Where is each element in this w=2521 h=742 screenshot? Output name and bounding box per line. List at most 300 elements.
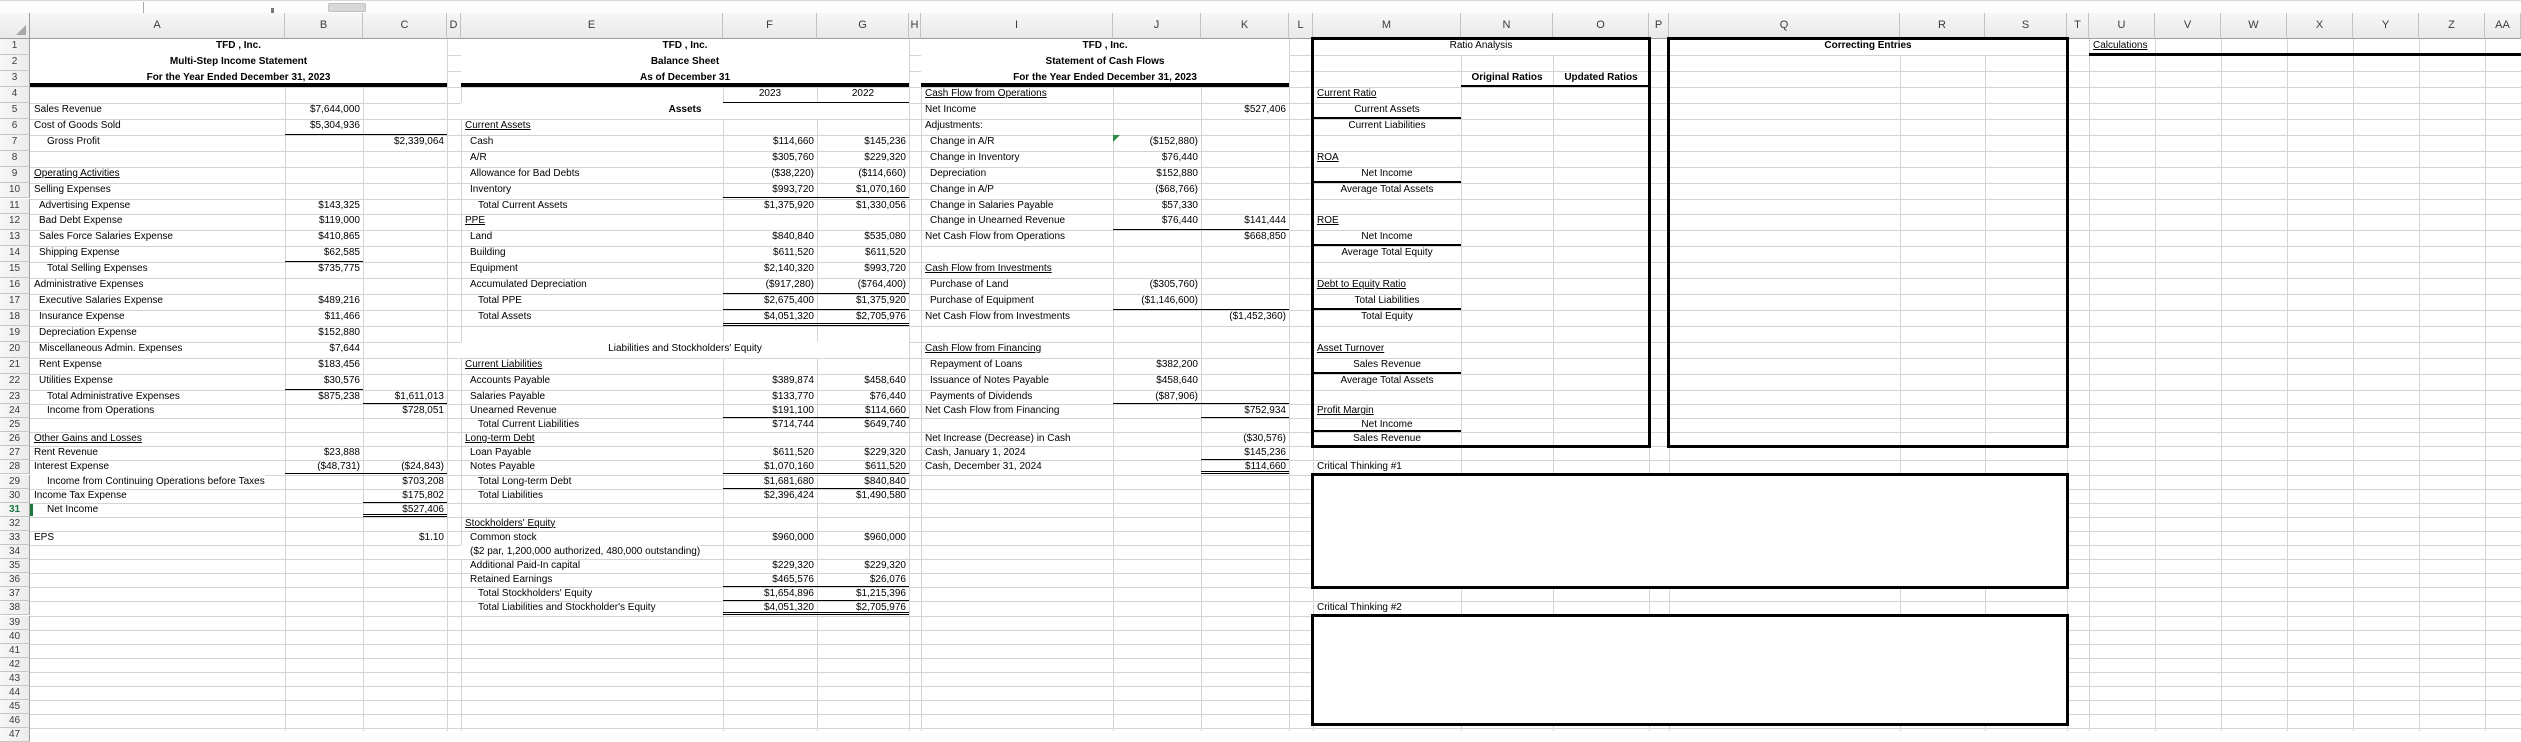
column-header-C[interactable]: C xyxy=(363,13,447,39)
cell-M25[interactable]: Net Income xyxy=(1313,418,1461,432)
cell-K23[interactable] xyxy=(1201,390,1289,404)
gridline-h xyxy=(30,601,2521,602)
cell-A7[interactable]: Gross Profit xyxy=(47,135,100,147)
cell-E2[interactable]: Balance Sheet xyxy=(461,55,909,71)
cell-F7[interactable]: $114,660 xyxy=(773,135,814,147)
select-all-corner[interactable] xyxy=(0,13,30,39)
row-header-30[interactable]: 30 xyxy=(0,489,30,503)
cell-E6[interactable]: Current Assets xyxy=(465,119,531,131)
row-header-32[interactable]: 32 xyxy=(0,517,30,531)
gridline-h xyxy=(30,183,2521,184)
cell-F27[interactable]: $611,520 xyxy=(773,447,814,459)
cell-F16[interactable]: ($917,280) xyxy=(723,278,817,294)
gridline-v xyxy=(447,39,448,731)
cell-E12[interactable]: PPE xyxy=(465,215,486,227)
cell-G23[interactable]: $76,440 xyxy=(869,390,906,402)
cell-I10[interactable]: Change in A/P xyxy=(930,183,994,195)
cell-K28[interactable]: $114,660 xyxy=(1201,460,1289,474)
cell-G11[interactable]: $1,330,056 xyxy=(855,199,906,211)
cell-G24[interactable]: $114,660 xyxy=(817,404,909,418)
row-header-16[interactable]: 16 xyxy=(0,278,30,294)
gridline-v xyxy=(909,39,910,731)
cell-A9[interactable]: Operating Activities xyxy=(34,167,120,179)
row-header-24[interactable]: 24 xyxy=(0,404,30,418)
cell-E22[interactable]: Accounts Payable xyxy=(470,374,551,386)
cell-G27[interactable]: $229,320 xyxy=(864,447,906,459)
cell-K26[interactable]: ($30,576) xyxy=(1243,433,1286,445)
row-header-7[interactable]: 7 xyxy=(0,135,30,151)
cell-E17[interactable]: Total PPE xyxy=(478,295,522,307)
cell-M22[interactable]: Average Total Assets xyxy=(1340,374,1434,386)
cell-E32[interactable]: Stockholders' Equity xyxy=(465,517,556,529)
cell-A13[interactable]: Sales Force Salaries Expense xyxy=(39,231,173,243)
cell-M17[interactable]: Total Liabilities xyxy=(1313,294,1461,310)
cell-B28[interactable]: ($48,731) xyxy=(285,460,363,474)
cell-F33[interactable]: $960,000 xyxy=(772,531,814,543)
column-header-W[interactable]: W xyxy=(2221,13,2287,39)
cell-G33[interactable]: $960,000 xyxy=(864,531,906,543)
row-header-29[interactable]: 29 xyxy=(0,475,30,489)
cell-A14[interactable]: Shipping Expense xyxy=(39,247,120,259)
cell-E7[interactable]: Cash xyxy=(470,135,494,147)
cell-E11[interactable]: Total Current Assets xyxy=(478,199,568,211)
row-header-28[interactable]: 28 xyxy=(0,460,30,474)
cell-B15[interactable]: $735,775 xyxy=(318,263,360,275)
column-header-N[interactable]: N xyxy=(1461,13,1553,39)
cell-A21[interactable]: Rent Expense xyxy=(39,359,102,370)
cell-K13[interactable]: $668,850 xyxy=(1244,231,1286,243)
cell-E35[interactable]: Additional Paid-In capital xyxy=(470,560,581,572)
column-header-V[interactable]: V xyxy=(2155,13,2221,39)
cell-F30[interactable]: $2,396,424 xyxy=(763,489,814,501)
row-header-11[interactable]: 11 xyxy=(0,199,30,215)
row-header-37[interactable]: 37 xyxy=(0,587,30,601)
cell-G10[interactable]: $1,070,160 xyxy=(817,183,909,199)
cell-I16[interactable]: Purchase of Land xyxy=(930,279,1009,291)
cell-A2[interactable]: Multi-Step Income Statement xyxy=(30,55,447,71)
column-header-G[interactable]: G xyxy=(817,13,909,39)
cell-A31[interactable]: Net Income xyxy=(47,503,99,515)
cell-I26[interactable]: Net Increase (Decrease) in Cash xyxy=(925,433,1071,445)
cell-B5[interactable]: $7,644,000 xyxy=(309,103,360,115)
row-header-12[interactable]: 12 xyxy=(0,214,30,230)
critical-thinking-1-box xyxy=(1311,473,2069,590)
cell-G7[interactable]: $145,236 xyxy=(864,135,906,147)
cell-B20[interactable]: $7,644 xyxy=(329,343,360,355)
cell-F4[interactable]: 2023 xyxy=(723,87,817,103)
column-header-Q[interactable]: Q xyxy=(1669,13,1900,39)
cell-I17[interactable]: Purchase of Equipment xyxy=(930,295,1034,307)
cell-K12[interactable]: $141,444 xyxy=(1201,214,1289,230)
cell-B19[interactable]: $152,880 xyxy=(318,327,360,339)
cell-J16[interactable]: ($305,760) xyxy=(1149,279,1198,291)
column-header-M[interactable]: M xyxy=(1313,13,1461,39)
cell-J22[interactable]: $458,640 xyxy=(1156,374,1198,386)
cell-E1[interactable]: TFD , Inc. xyxy=(461,39,909,55)
column-header-AA[interactable]: AA xyxy=(2485,13,2521,39)
cell-M28[interactable]: Critical Thinking #1 xyxy=(1317,461,1402,473)
row-header-36[interactable]: 36 xyxy=(0,573,30,587)
active-cell-indicator xyxy=(30,504,33,516)
cell-M24[interactable]: Profit Margin xyxy=(1317,405,1374,416)
cell-E28[interactable]: Notes Payable xyxy=(470,461,536,473)
cell-A10[interactable]: Selling Expenses xyxy=(34,183,111,195)
row-header-14[interactable]: 14 xyxy=(0,246,30,262)
cell-F11[interactable]: $1,375,920 xyxy=(763,199,814,211)
column-header-H[interactable]: H xyxy=(909,13,921,39)
cell-I11[interactable]: Change in Salaries Payable xyxy=(930,199,1054,211)
cell-A11[interactable]: Advertising Expense xyxy=(39,199,131,211)
cell-A28[interactable]: Interest Expense xyxy=(34,461,110,473)
cell-M5[interactable]: Current Assets xyxy=(1313,103,1461,119)
column-header-E[interactable]: E xyxy=(461,13,723,39)
column-header-F[interactable]: F xyxy=(723,13,817,39)
cell-F28[interactable]: $1,070,160 xyxy=(723,460,817,474)
row-header-41[interactable]: 41 xyxy=(0,644,30,658)
cell-J11[interactable]: $57,330 xyxy=(1161,199,1198,211)
row-header-39[interactable]: 39 xyxy=(0,616,30,630)
cell-A24[interactable]: Income from Operations xyxy=(47,405,155,416)
cell-E33[interactable]: Common stock xyxy=(470,531,537,543)
row-header-35[interactable]: 35 xyxy=(0,559,30,573)
row-header-1[interactable]: 1 xyxy=(0,39,30,55)
cell-K18[interactable]: ($1,452,360) xyxy=(1229,311,1286,323)
cell-E9[interactable]: Allowance for Bad Debts xyxy=(470,167,580,179)
row-header-46[interactable]: 46 xyxy=(0,714,30,728)
row-header-44[interactable]: 44 xyxy=(0,686,30,700)
row-header-8[interactable]: 8 xyxy=(0,151,30,167)
cell-F22[interactable]: $389,874 xyxy=(772,374,814,386)
cell-E26[interactable]: Long-term Debt xyxy=(465,433,535,445)
cell-E15[interactable]: Equipment xyxy=(470,263,518,275)
cell-A18[interactable]: Insurance Expense xyxy=(39,311,125,323)
cell-M13[interactable]: Net Income xyxy=(1313,230,1461,246)
calculations-underline xyxy=(2089,53,2521,57)
cell-J7[interactable]: ($152,880) xyxy=(1113,135,1201,151)
row-header-42[interactable]: 42 xyxy=(0,658,30,672)
cell-G13[interactable]: $535,080 xyxy=(864,231,906,243)
row-header-9[interactable]: 9 xyxy=(0,167,30,183)
cell-J17[interactable]: ($1,146,600) xyxy=(1113,294,1201,310)
cell-A22[interactable]: Utilities Expense xyxy=(39,374,113,386)
cell-M8[interactable]: ROA xyxy=(1317,151,1339,163)
cell-K27[interactable]: $145,236 xyxy=(1201,446,1289,460)
cell-B23[interactable]: $875,238 xyxy=(318,390,360,402)
cell-C29[interactable]: $703,208 xyxy=(402,475,444,487)
cell-U1[interactable]: Calculations xyxy=(2093,40,2148,51)
cell-F10[interactable]: $993,720 xyxy=(723,183,817,199)
row-header-17[interactable]: 17 xyxy=(0,294,30,310)
cell-E20[interactable]: Liabilities and Stockholders' Equity xyxy=(461,342,909,358)
cell-A3[interactable]: For the Year Ended December 31, 2023 xyxy=(30,71,447,87)
cell-G9[interactable]: ($114,660) xyxy=(858,167,906,179)
row-header-21[interactable]: 21 xyxy=(0,358,30,374)
cell-F36[interactable]: $465,576 xyxy=(723,573,817,587)
cell-G16[interactable]: ($764,400) xyxy=(817,278,909,294)
cell-C30[interactable]: $175,802 xyxy=(363,489,447,503)
cell-F23[interactable]: $133,770 xyxy=(772,390,814,402)
cell-E27[interactable]: Loan Payable xyxy=(470,447,532,459)
cell-J23[interactable]: ($87,906) xyxy=(1113,390,1201,404)
cell-C33[interactable]: $1.10 xyxy=(418,531,444,543)
row-header-2[interactable]: 2 xyxy=(0,55,30,71)
row-header-27[interactable]: 27 xyxy=(0,446,30,460)
row-header-45[interactable]: 45 xyxy=(0,700,30,714)
cell-E3[interactable]: As of December 31 xyxy=(461,71,909,87)
gridline-h xyxy=(30,262,2521,263)
cell-M18[interactable]: Total Equity xyxy=(1361,311,1413,323)
cell-I21[interactable]: Repayment of Loans xyxy=(930,359,1023,370)
gridline-h xyxy=(30,573,2521,574)
cell-C28[interactable]: ($24,843) xyxy=(363,460,447,474)
cell-G36[interactable]: $26,076 xyxy=(817,573,909,587)
cell-B18[interactable]: $11,466 xyxy=(324,311,360,323)
cell-M16[interactable]: Debt to Equity Ratio xyxy=(1317,279,1406,291)
cell-E16[interactable]: Accumulated Depreciation xyxy=(470,279,587,291)
cell-I2[interactable]: Statement of Cash Flows xyxy=(921,55,1289,71)
cell-F37[interactable]: $1,654,896 xyxy=(723,587,817,601)
cell-Q1[interactable]: Correcting Entries xyxy=(1669,39,2067,55)
cell-A23[interactable]: Total Administrative Expenses xyxy=(47,390,180,402)
cell-A17[interactable]: Executive Salaries Expense xyxy=(39,295,163,307)
column-header-K[interactable]: K xyxy=(1201,13,1289,39)
cell-I3[interactable]: For the Year Ended December 31, 2023 xyxy=(921,71,1289,87)
cell-M38[interactable]: Critical Thinking #2 xyxy=(1317,602,1402,614)
cell-E36[interactable]: Retained Earnings xyxy=(470,574,553,586)
cell-I12[interactable]: Change in Unearned Revenue xyxy=(930,215,1066,227)
cell-A33[interactable]: EPS xyxy=(34,531,55,543)
cell-E13[interactable]: Land xyxy=(470,231,493,243)
column-header-D[interactable]: D xyxy=(447,13,461,39)
cell-I13[interactable]: Net Cash Flow from Operations xyxy=(925,231,1066,243)
row-header-34[interactable]: 34 xyxy=(0,545,30,559)
cell-J10[interactable]: ($68,766) xyxy=(1155,183,1198,195)
row-header-23[interactable]: 23 xyxy=(0,390,30,404)
cell-G4[interactable]: 2022 xyxy=(817,87,909,103)
cell-I18[interactable]: Net Cash Flow from Investments xyxy=(925,311,1071,323)
cell-F17[interactable]: $2,675,400 xyxy=(723,294,817,310)
row-header-38[interactable]: 38 xyxy=(0,601,30,615)
row-header-47[interactable]: 47 xyxy=(0,728,30,742)
cell-E21[interactable]: Current Liabilities xyxy=(465,359,543,370)
column-header-Y[interactable]: Y xyxy=(2353,13,2419,39)
column-header-A[interactable]: A xyxy=(30,13,285,39)
cell-E25[interactable]: Total Current Liabilities xyxy=(478,419,580,431)
cell-G37[interactable]: $1,215,396 xyxy=(817,587,909,601)
row-header-26[interactable]: 26 xyxy=(0,432,30,446)
cell-M1[interactable]: Ratio Analysis xyxy=(1313,39,1649,55)
row-header-31[interactable]: 31 xyxy=(0,503,30,517)
cell-A6[interactable]: Cost of Goods Sold xyxy=(34,119,121,131)
cell-F35[interactable]: $229,320 xyxy=(772,560,814,572)
cell-A30[interactable]: Income Tax Expense xyxy=(34,489,127,501)
cell-M4[interactable]: Current Ratio xyxy=(1317,87,1377,99)
cell-B22[interactable]: $30,576 xyxy=(285,374,363,390)
column-header-L[interactable]: L xyxy=(1289,13,1313,39)
gridline-h xyxy=(30,714,2521,715)
cell-B17[interactable]: $489,216 xyxy=(318,295,360,307)
cell-G14[interactable]: $611,520 xyxy=(865,247,906,259)
cell-F8[interactable]: $305,760 xyxy=(772,151,814,163)
row-header-15[interactable]: 15 xyxy=(0,262,30,278)
row-header-43[interactable]: 43 xyxy=(0,672,30,686)
column-header-I[interactable]: I xyxy=(921,13,1113,39)
cell-K17[interactable] xyxy=(1201,294,1289,310)
column-header-T[interactable]: T xyxy=(2067,13,2089,39)
gridline-h xyxy=(30,199,2521,200)
cell-I9[interactable]: Depreciation xyxy=(930,167,987,179)
cell-E34[interactable]: ($2 par, 1,200,000 authorized, 480,000 outstanding) xyxy=(461,545,700,559)
cell-B6[interactable]: $5,304,936 xyxy=(285,119,363,135)
cell-G8[interactable]: $229,320 xyxy=(864,151,906,163)
row-header-40[interactable]: 40 xyxy=(0,630,30,644)
cell-I8[interactable]: Change in Inventory xyxy=(930,151,1020,163)
cell-C31[interactable]: $527,406 xyxy=(363,503,447,517)
cell-E23[interactable]: Salaries Payable xyxy=(470,390,546,402)
cell-G28[interactable]: $611,520 xyxy=(817,460,909,474)
cell-B11[interactable]: $143,325 xyxy=(318,199,360,211)
row-header-6[interactable]: 6 xyxy=(0,119,30,135)
column-header-U[interactable]: U xyxy=(2089,13,2155,39)
cell-F13[interactable]: $840,840 xyxy=(772,231,814,243)
cell-E8[interactable]: A/R xyxy=(470,151,487,163)
cell-E10[interactable]: Inventory xyxy=(470,183,512,195)
cell-E24[interactable]: Unearned Revenue xyxy=(470,405,557,416)
cell-M14[interactable]: Average Total Equity xyxy=(1341,247,1433,259)
cell-A5[interactable]: Sales Revenue xyxy=(34,103,102,115)
cell-A27[interactable]: Rent Revenue xyxy=(34,447,98,459)
cell-G17[interactable]: $1,375,920 xyxy=(817,294,909,310)
cell-G35[interactable]: $229,320 xyxy=(864,560,906,572)
cell-K5[interactable]: $527,406 xyxy=(1244,103,1286,115)
cell-C6[interactable] xyxy=(363,119,447,135)
column-header-X[interactable]: X xyxy=(2287,13,2353,39)
cell-E14[interactable]: Building xyxy=(470,247,506,259)
row-header-18[interactable]: 18 xyxy=(0,310,30,326)
cell-M12[interactable]: ROE xyxy=(1317,215,1339,227)
cell-M6[interactable]: Current Liabilities xyxy=(1348,119,1426,131)
column-header-P[interactable]: P xyxy=(1649,13,1669,39)
cell-A29[interactable]: Income from Continuing Operations before Taxes xyxy=(30,475,265,489)
row-header-33[interactable]: 33 xyxy=(0,531,30,545)
cell-O3[interactable]: Updated Ratios xyxy=(1553,71,1649,87)
column-header-R[interactable]: R xyxy=(1900,13,1985,39)
column-header-J[interactable]: J xyxy=(1113,13,1201,39)
cell-C7[interactable]: $2,339,064 xyxy=(393,135,444,147)
cell-J8[interactable]: $76,440 xyxy=(1161,151,1198,163)
column-header-S[interactable]: S xyxy=(1985,13,2067,39)
row-header-22[interactable]: 22 xyxy=(0,374,30,390)
row-header-10[interactable]: 10 xyxy=(0,183,30,199)
cell-G18[interactable]: $2,705,976 xyxy=(817,310,909,326)
gridline-h xyxy=(30,686,2521,687)
cell-B14[interactable]: $62,585 xyxy=(285,246,363,262)
cell-M26[interactable]: Sales Revenue xyxy=(1353,433,1421,445)
cell-B13[interactable]: $410,865 xyxy=(318,231,360,243)
cell-M10[interactable]: Average Total Assets xyxy=(1340,183,1434,195)
cell-B27[interactable]: $23,888 xyxy=(323,447,360,459)
cell-I1[interactable]: TFD , Inc. xyxy=(921,39,1289,55)
cell-M20[interactable]: Asset Turnover xyxy=(1317,343,1385,355)
column-header-Z[interactable]: Z xyxy=(2419,13,2485,39)
cell-E37[interactable]: Total Stockholders' Equity xyxy=(478,588,593,600)
cell-E18[interactable]: Total Assets xyxy=(478,311,532,323)
cell-M21[interactable]: Sales Revenue xyxy=(1313,358,1461,374)
cell-A15[interactable]: Total Selling Expenses xyxy=(47,263,148,275)
cell-A19[interactable]: Depreciation Expense xyxy=(39,327,137,339)
name-box-divider xyxy=(143,2,144,13)
cell-I6[interactable]: Adjustments: xyxy=(925,119,983,131)
cell-I20[interactable]: Cash Flow from Financing xyxy=(925,343,1042,355)
cell-F14[interactable]: $611,520 xyxy=(773,247,814,259)
cell-F25[interactable]: $714,744 xyxy=(772,419,814,431)
row-header-5[interactable]: 5 xyxy=(0,103,30,119)
cell-C24[interactable]: $728,051 xyxy=(402,405,444,416)
cell-A12[interactable]: Bad Debt Expense xyxy=(39,215,123,227)
cell-G25[interactable]: $649,740 xyxy=(864,419,906,431)
cell-I27[interactable]: Cash, January 1, 2024 xyxy=(925,447,1026,459)
cell-G22[interactable]: $458,640 xyxy=(864,374,906,386)
row-header-3[interactable]: 3 xyxy=(0,71,30,87)
cell-I7[interactable]: Change in A/R xyxy=(930,135,995,147)
cell-G29[interactable]: $840,840 xyxy=(817,475,909,489)
cell-E38[interactable]: Total Liabilities and Stockholder's Equity xyxy=(478,602,656,614)
cell-G30[interactable]: $1,490,580 xyxy=(855,489,906,501)
row-header-25[interactable]: 25 xyxy=(0,418,30,432)
cell-B21[interactable]: $183,456 xyxy=(318,359,360,370)
cell-E29[interactable]: Total Long-term Debt xyxy=(478,475,572,487)
cell-I23[interactable]: Payments of Dividends xyxy=(930,390,1033,402)
cell-G15[interactable]: $993,720 xyxy=(864,263,906,275)
cell-I28[interactable]: Cash, December 31, 2024 xyxy=(925,461,1042,473)
cell-E5[interactable]: Assets xyxy=(461,103,909,119)
cell-A1[interactable]: TFD , Inc. xyxy=(30,39,447,55)
row-header-19[interactable]: 19 xyxy=(0,326,30,342)
cell-F18[interactable]: $4,051,320 xyxy=(723,310,817,326)
cell-E30[interactable]: Total Liabilities xyxy=(478,489,544,501)
cell-I4[interactable]: Cash Flow from Operations xyxy=(925,87,1047,99)
cell-F29[interactable]: $1,681,680 xyxy=(723,475,817,489)
cell-A16[interactable]: Administrative Expenses xyxy=(34,279,144,291)
row-header-20[interactable]: 20 xyxy=(0,342,30,358)
cell-J12[interactable]: $76,440 xyxy=(1113,214,1201,230)
cell-C23[interactable]: $1,611,013 xyxy=(363,390,447,404)
cell-F38[interactable]: $4,051,320 xyxy=(723,601,817,615)
cell-J21[interactable]: $382,200 xyxy=(1156,359,1198,370)
column-header-B[interactable]: B xyxy=(285,13,363,39)
cell-F9[interactable]: ($38,220) xyxy=(771,167,814,179)
cell-I24[interactable]: Net Cash Flow from Financing xyxy=(925,405,1060,416)
cell-A20[interactable]: Miscellaneous Admin. Expenses xyxy=(39,343,183,355)
cell-J9[interactable]: $152,880 xyxy=(1156,167,1198,179)
row-header-13[interactable]: 13 xyxy=(0,230,30,246)
column-header-O[interactable]: O xyxy=(1553,13,1649,39)
cell-F24[interactable]: $191,100 xyxy=(723,404,817,418)
cell-M9[interactable]: Net Income xyxy=(1313,167,1461,183)
cell-N3[interactable]: Original Ratios xyxy=(1461,71,1553,87)
cell-I5[interactable]: Net Income xyxy=(925,103,977,115)
cell-B12[interactable]: $119,000 xyxy=(319,215,360,227)
cell-I15[interactable]: Cash Flow from Investments xyxy=(925,263,1052,275)
cell-I22[interactable]: Issuance of Notes Payable xyxy=(930,374,1049,386)
gridline-v xyxy=(2353,39,2354,731)
cell-A26[interactable]: Other Gains and Losses xyxy=(34,433,142,445)
row-header-4[interactable]: 4 xyxy=(0,87,30,103)
cell-F15[interactable]: $2,140,320 xyxy=(763,263,814,275)
gridline-h xyxy=(30,151,2521,152)
cell-G38[interactable]: $2,705,976 xyxy=(817,601,909,615)
cell-K24[interactable]: $752,934 xyxy=(1201,404,1289,418)
